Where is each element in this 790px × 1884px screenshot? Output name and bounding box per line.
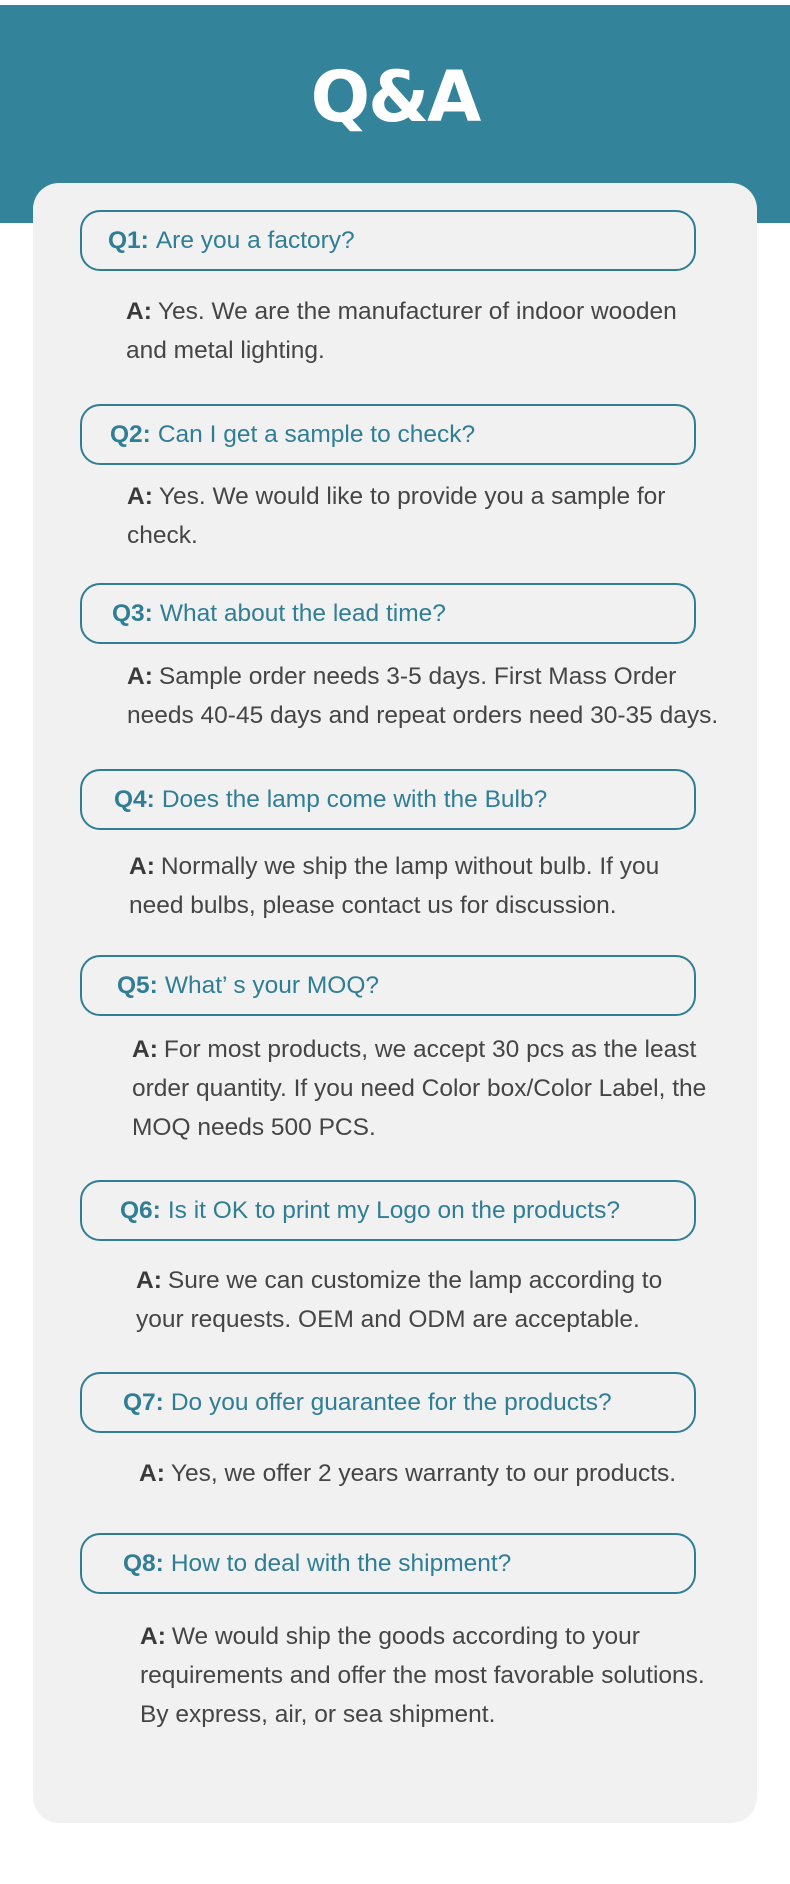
question-number: Q3: [112,600,153,627]
question-number: Q8: [123,1550,164,1577]
answer-label: A: [127,663,153,690]
answer-body: Yes, we offer 2 years warranty to our products. [170,1460,677,1487]
question-text: What about the lead time? [159,600,446,627]
question-pill [80,404,696,465]
question-text: Is it OK to print my Logo on the products? [167,1197,620,1224]
question-text: Does the lamp come with the Bulb? [161,786,548,813]
answer-label: A: [140,1623,166,1650]
answer-text [136,1261,696,1339]
question-number: Q5: [117,972,158,999]
question-number: Q1: [108,227,149,254]
question-number: Q4: [114,786,155,813]
question-text: Can I get a sample to check? [157,421,476,448]
answer-label: A: [132,1036,158,1063]
question-pill [80,583,696,644]
answer-body: Yes. We are the manufacturer of indoor wooden and metal lighting. [126,298,677,364]
answer-text [140,1617,740,1734]
question-pill [80,1180,696,1241]
question-text: Do you offer guarantee for the products? [170,1389,612,1416]
question-number: Q7: [123,1389,164,1416]
answer-label: A: [136,1267,162,1294]
question-number: Q6: [120,1197,161,1224]
answer-text [139,1454,739,1493]
question-text: What’ s your MOQ? [164,972,380,999]
answer-text [127,657,727,735]
answer-body: Sample order needs 3-5 days. First Mass Order needs 40-45 days and repeat orders need 30-35 days. [127,663,719,729]
answer-body: We would ship the goods according to your requirements and offer the most favorable solutions. By express, air, or sea shipment. [140,1623,705,1728]
question-pill [80,955,696,1016]
answer-label: A: [129,853,155,880]
answer-text [126,292,706,370]
answer-text [127,477,687,555]
answer-body: Yes. We would like to provide you a sample for check. [127,483,666,549]
answer-text [132,1030,712,1147]
question-pill [80,1372,696,1433]
answer-label: A: [139,1460,165,1487]
answer-body: Sure we can customize the lamp according to your requests. OEM and ODM are acceptable. [136,1267,663,1333]
answer-body: Normally we ship the lamp without bulb. If you need bulbs, please contact us for discussion. [129,853,660,919]
question-pill [80,1533,696,1594]
question-text: How to deal with the shipment? [170,1550,512,1577]
answer-body: For most products, we accept 30 pcs as the least order quantity. If you need Color box/Color Label, the MOQ needs 500 PCS. [132,1036,707,1141]
answer-label: A: [126,298,152,325]
answer-text [129,847,709,925]
question-number: Q2: [110,421,151,448]
question-pill [80,210,696,271]
answer-label: A: [127,483,153,510]
question-text: Are you a factory? [155,227,355,254]
question-pill [80,769,696,830]
page-title: Q&A [310,56,480,138]
